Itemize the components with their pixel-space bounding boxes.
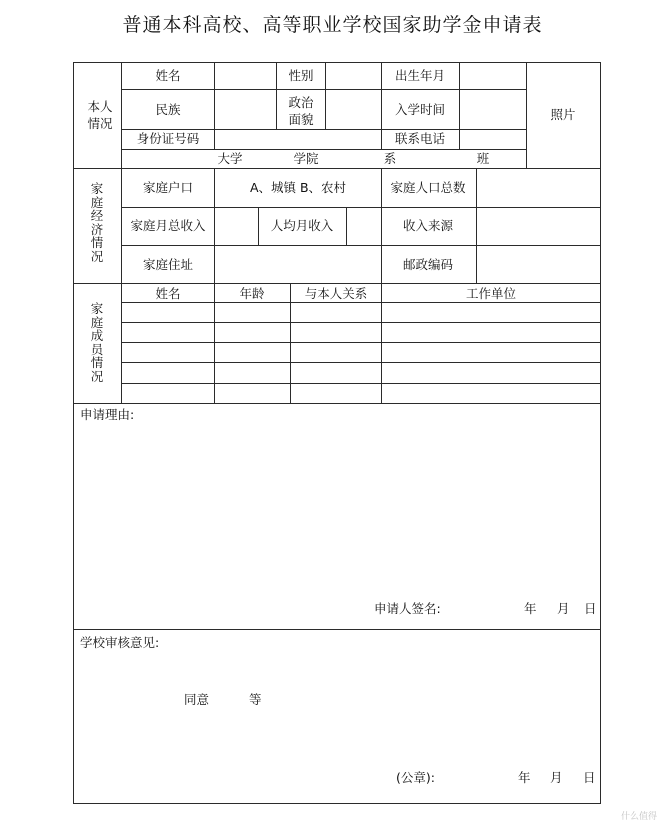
household-size-label: 家庭人口总数 <box>390 180 466 195</box>
personal-col-2 <box>276 62 277 130</box>
reason-month: 月 <box>557 601 570 616</box>
econ-col-4 <box>381 168 382 284</box>
ethnicity-label: 民族 <box>155 102 181 117</box>
personal-col-4 <box>381 62 382 150</box>
review-year: 年 <box>518 770 531 785</box>
personal-row-line-1 <box>121 89 526 90</box>
form-title: 普通本科高校、高等职业学校国家助学金申请表 <box>122 14 543 36</box>
official-seal-label: (公章): <box>396 770 435 785</box>
personal-row-line-2 <box>121 129 526 130</box>
per-capita-income-label: 人均月收入 <box>270 218 334 233</box>
college-label: 学院 <box>293 151 319 166</box>
section-label-family-economy: 家庭经济情况 <box>90 181 104 264</box>
monthly-income-label: 家庭月总收入 <box>130 218 206 233</box>
postcode-label: 邮政编码 <box>402 257 454 272</box>
birth-label: 出生年月 <box>394 68 446 83</box>
econ-row-line-1 <box>121 207 601 208</box>
members-row-line <box>121 362 601 363</box>
section-label-personal: 本人情况 <box>87 99 113 131</box>
econ-col-1 <box>214 168 215 284</box>
photo-label: 照片 <box>550 107 576 122</box>
review-month: 月 <box>550 770 563 785</box>
review-day: 日 <box>583 770 596 785</box>
members-row-line <box>121 302 601 303</box>
econ-col-5 <box>476 168 477 284</box>
class-label: 班 <box>476 151 490 166</box>
members-col-relation: 与本人关系 <box>304 286 368 301</box>
table-border-bottom <box>73 803 601 804</box>
members-row-line <box>121 383 601 384</box>
personal-row-line-3 <box>121 149 526 150</box>
personal-col-3 <box>325 62 326 130</box>
income-source-label: 收入来源 <box>402 218 454 233</box>
agree-text: 同意 <box>184 692 210 707</box>
hukou-label: 家庭户口 <box>142 180 194 195</box>
phone-label: 联系电话 <box>394 131 446 146</box>
divider-reason-review <box>73 629 601 630</box>
members-col-name: 姓名 <box>155 286 181 301</box>
school-review-label: 学校审核意见: <box>80 635 160 650</box>
personal-col-5 <box>459 62 460 150</box>
divider-personal-econ <box>73 168 601 169</box>
members-col-workplace: 工作单位 <box>465 286 517 301</box>
personal-col-1 <box>214 62 215 150</box>
name-label: 姓名 <box>155 68 181 83</box>
reason-day: 日 <box>584 601 597 616</box>
members-col-age: 年龄 <box>239 286 265 301</box>
members-col-line <box>290 283 291 404</box>
divider-econ-members <box>73 283 601 284</box>
reason-label: 申请理由: <box>80 407 135 422</box>
section-label-family-members: 家庭成员情况 <box>90 301 104 384</box>
department-label: 系 <box>383 151 397 166</box>
watermark: 什么值得 <box>620 812 657 822</box>
id-number-label: 身份证号码 <box>136 131 200 146</box>
members-row-line <box>121 322 601 323</box>
photo-col-line <box>526 62 527 169</box>
enroll-label: 入学时间 <box>394 102 446 117</box>
grade-text: 等 <box>249 692 262 707</box>
table-border-top <box>73 62 601 63</box>
section-label-divider <box>121 62 122 404</box>
members-row-line <box>121 342 601 343</box>
hukou-options: A、城镇 B、农村 <box>249 180 347 195</box>
gender-label: 性别 <box>288 68 314 83</box>
members-col-line <box>214 283 215 404</box>
econ-col-3 <box>346 207 347 246</box>
members-col-line <box>381 283 382 404</box>
econ-row-line-2 <box>121 245 601 246</box>
address-label: 家庭住址 <box>142 257 194 272</box>
table-border-left <box>73 62 74 804</box>
applicant-signature-label: 申请人签名: <box>374 601 441 616</box>
reason-year: 年 <box>524 601 537 616</box>
university-label: 大学 <box>217 151 243 166</box>
table-border-right <box>600 62 601 804</box>
divider-members-reason <box>73 403 601 404</box>
econ-col-2 <box>258 207 259 246</box>
politics-label: 政治面貌 <box>288 95 314 127</box>
